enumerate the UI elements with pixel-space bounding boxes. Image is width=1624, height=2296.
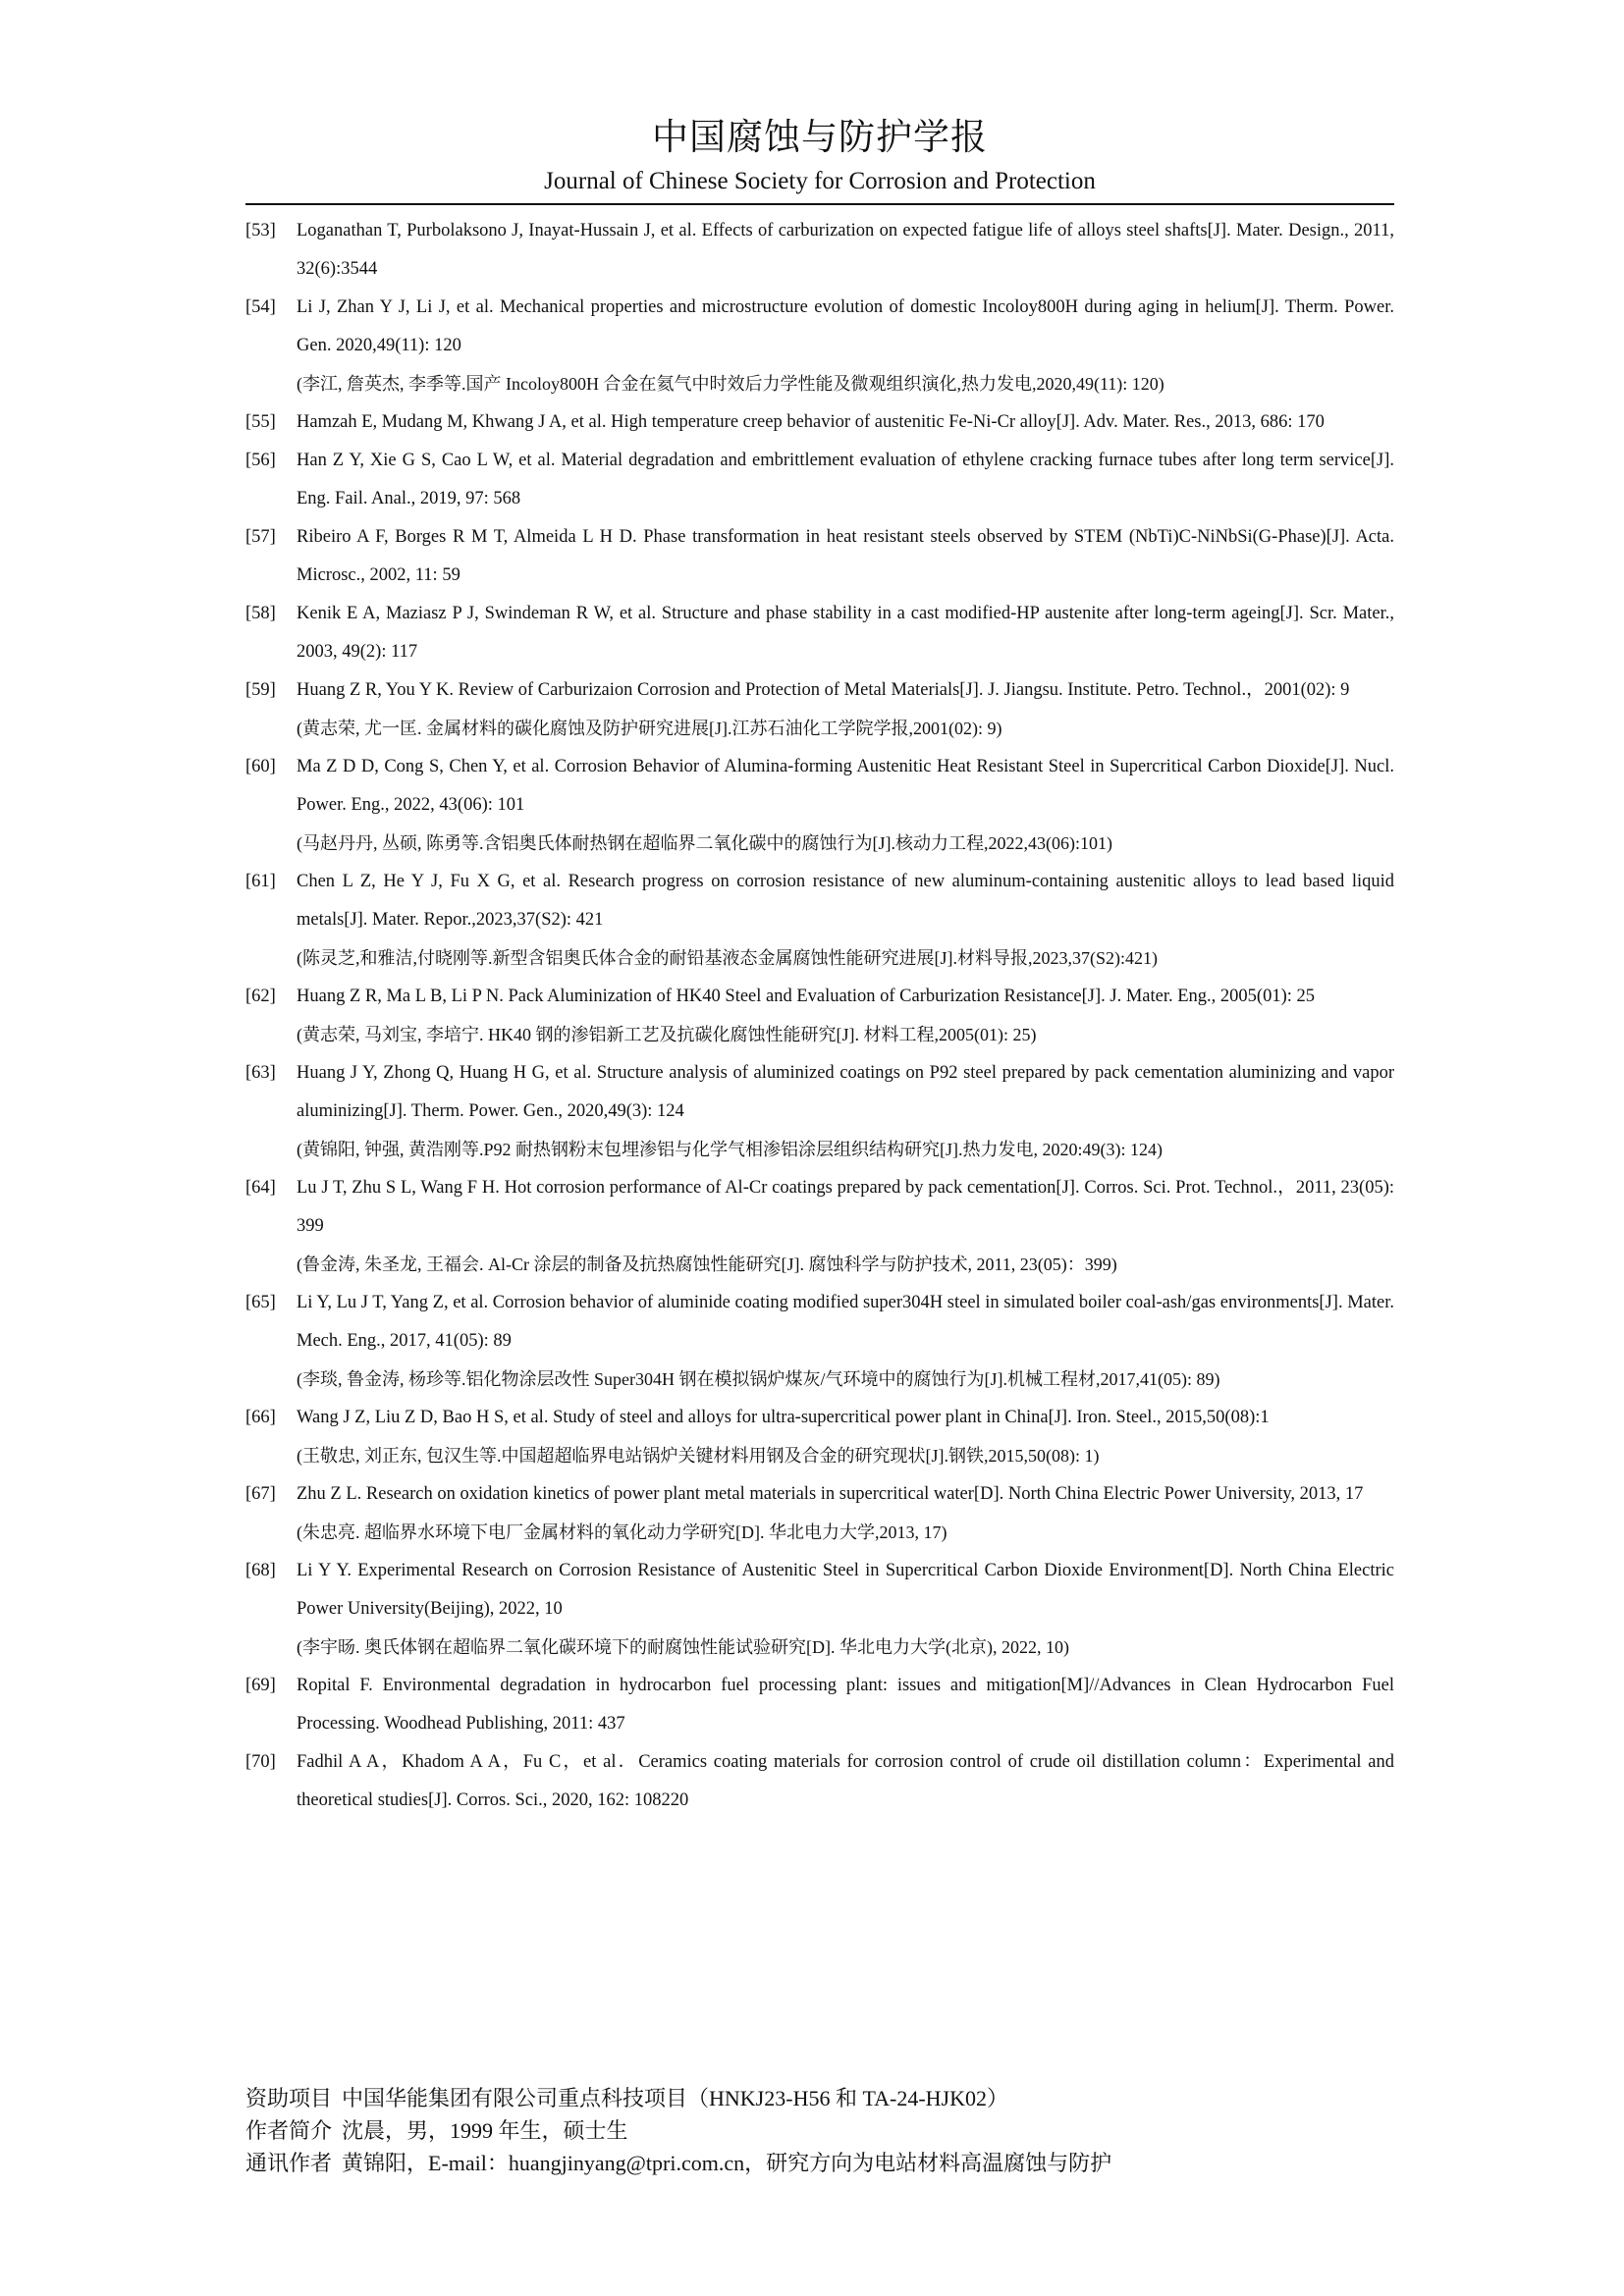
reference-citation-chinese: (李宇旸. 奥氏体钢在超临界二氧化碳环境下的耐腐蚀性能试验研究[D]. 华北电力大学(北京), 2022, 10): [297, 1637, 1069, 1657]
reference-number: [68]: [245, 1561, 276, 1580]
funding-line: [245, 2082, 1394, 2114]
author-label: 作者简介: [245, 2118, 333, 2143]
reference-number: [60]: [245, 757, 276, 776]
reference-body: [297, 1552, 1394, 1667]
reference-item: [245, 1169, 1394, 1284]
reference-citation: Zhu Z L. Research on oxidation kinetics of power plant metal materials in supercritical water[D]. North China Electric Power University, 2013, 17: [297, 1484, 1364, 1504]
reference-item: [245, 442, 1394, 518]
corresponding-label: 通讯作者: [245, 2151, 333, 2175]
reference-item: [245, 1552, 1394, 1667]
reference-item: [245, 1667, 1394, 1743]
reference-number: [56]: [245, 451, 276, 470]
reference-item: [245, 212, 1394, 289]
reference-body: [297, 1399, 1394, 1475]
reference-item: [245, 978, 1394, 1054]
reference-citation: Chen L Z, He Y J, Fu X G, et al. Research progress on corrosion resistance of new aluminum-containing austenitic alloys to lead based liquid metals[J]. Mater. Repor.,2023,37(S2): 421: [297, 872, 1394, 930]
reference-citation: Kenik E A, Maziasz P J, Swindeman R W, et al. Structure and phase stability in a cast modified-HP austenite after long-term ageing[J]. Scr. Mater., 2003, 49(2): 117: [297, 604, 1394, 662]
reference-citation-chinese: (朱忠亮. 超临界水环境下电厂金属材料的氧化动力学研究[D]. 华北电力大学,2013, 17): [297, 1522, 947, 1542]
reference-citation: Loganathan T, Purbolaksono J, Inayat-Hussain J, et al. Effects of carburization on expected fatigue life of alloys steel shafts[J]. Mater. Design., 2011, 32(6):3544: [297, 221, 1394, 279]
reference-citation: Fadhil A A，Khadom A A，Fu C，et al．Ceramics coating materials for corrosion control of crude oil distillation column：Experimental and theoretical studies[J]. Corros. Sci., 2020, 162: 108220: [297, 1752, 1394, 1810]
reference-number: [54]: [245, 297, 276, 317]
reference-body: [297, 978, 1394, 1054]
reference-number: [69]: [245, 1676, 276, 1695]
reference-item: [245, 1743, 1394, 1820]
reference-citation: Huang J Y, Zhong Q, Huang H G, et al. Structure analysis of aluminized coatings on P92 steel prepared by pack cementation aluminizing and vapor aluminizing[J]. Therm. Power. Gen., 2020,49(3): 124: [297, 1063, 1394, 1121]
reference-body: [297, 1284, 1394, 1399]
author-text: 沈晨，男，1999 年生，硕士生: [342, 2118, 628, 2143]
reference-citation: Li Y, Lu J T, Yang Z, et al. Corrosion behavior of aluminide coating modified super304H steel in simulated boiler coal-ash/gas environments[J]. Mater. Mech. Eng., 2017, 41(05): 89: [297, 1293, 1394, 1351]
corresponding-text: 黄锦阳，E-mail：huangjinyang@tpri.com.cn，研究方向为电站材料高温腐蚀与防护: [342, 2151, 1112, 2175]
reference-citation: Hamzah E, Mudang M, Khwang J A, et al. High temperature creep behavior of austenitic Fe-Ni-Cr alloy[J]. Adv. Mater. Res., 2013, 686: 170: [297, 412, 1325, 432]
reference-citation-chinese: (王敬忠, 刘正东, 包汉生等.中国超超临界电站锅炉关键材料用钢及合金的研究现状[J].钢铁,2015,50(08): 1): [297, 1446, 1100, 1466]
reference-item: [245, 1054, 1394, 1169]
reference-number: [62]: [245, 987, 276, 1006]
reference-citation-chinese: (鲁金涛, 朱圣龙, 王福会. Al-Cr 涂层的制备及抗热腐蚀性能研究[J]. 腐蚀科学与防护技术, 2011, 23(05)：399): [297, 1255, 1117, 1274]
reference-citation: Li Y Y. Experimental Research on Corrosion Resistance of Austenitic Steel in Supercritical Carbon Dioxide Environment[D]. North China Electric Power University(Beijing), 2022, 10: [297, 1561, 1394, 1619]
reference-citation: Li J, Zhan Y J, Li J, et al. Mechanical properties and microstructure evolution of domestic Incoloy800H during aging in helium[J]. Therm. Power. Gen. 2020,49(11): 120: [297, 297, 1394, 355]
author-line: [245, 2114, 1394, 2147]
reference-citation-chinese: (李琰, 鲁金涛, 杨珍等.铝化物涂层改性 Super304H 钢在模拟锅炉煤灰/气环境中的腐蚀行为[J].机械工程材,2017,41(05): 89): [297, 1369, 1220, 1389]
reference-item: [245, 1475, 1394, 1552]
reference-citation-chinese: (黄锦阳, 钟强, 黄浩刚等.P92 耐热钢粉末包埋渗铝与化学气相渗铝涂层组织结构研究[J].热力发电, 2020:49(3): 124): [297, 1140, 1163, 1159]
reference-body: [297, 595, 1394, 671]
header-divider: [245, 203, 1394, 205]
reference-body: [297, 748, 1394, 863]
reference-body: [297, 1743, 1394, 1820]
reference-body: [297, 212, 1394, 289]
reference-number: [57]: [245, 527, 276, 547]
journal-title-cn: 中国腐蚀与防护学报: [652, 118, 988, 158]
footnote-block: [245, 2082, 1394, 2179]
reference-body: [297, 442, 1394, 518]
reference-number: [70]: [245, 1752, 276, 1772]
reference-citation: Huang Z R, Ma L B, Li P N. Pack Aluminization of HK40 Steel and Evaluation of Carburization Resistance[J]. J. Mater. Eng., 2005(01): 25: [297, 987, 1316, 1006]
reference-number: [53]: [245, 221, 276, 240]
page-header: [245, 116, 1394, 198]
reference-body: [297, 671, 1394, 748]
reference-citation: Huang Z R, You Y K. Review of Carburizaion Corrosion and Protection of Metal Materials[J]. J. Jiangsu. Institute. Petro. Technol.，2001(02): 9: [297, 680, 1350, 700]
reference-item: [245, 863, 1394, 978]
reference-citation: Ropital F. Environmental degradation in hydrocarbon fuel processing plant: issues and mitigation[M]//Advances in Clean Hydrocarbon Fuel Processing. Woodhead Publishing, 2011: 437: [297, 1676, 1394, 1734]
reference-citation-chinese: (黄志荣, 尤一匡. 金属材料的碳化腐蚀及防护研究进展[J].江苏石油化工学院学报,2001(02): 9): [297, 719, 1002, 738]
reference-body: [297, 1169, 1394, 1284]
reference-citation-chinese: (李江, 詹英杰, 李季等.国产 Incoloy800H 合金在氦气中时效后力学性能及微观组织演化,热力发电,2020,49(11): 120): [297, 374, 1164, 394]
reference-item: [245, 1399, 1394, 1475]
reference-item: [245, 403, 1394, 442]
reference-number: [66]: [245, 1408, 276, 1427]
reference-citation-chinese: (陈灵芝,和雅洁,付晓刚等.新型含铝奥氏体合金的耐铅基液态金属腐蚀性能研究进展[J].材料导报,2023,37(S2):421): [297, 948, 1158, 968]
corresponding-author-line: [245, 2147, 1394, 2179]
reference-number: [55]: [245, 412, 276, 432]
reference-item: [245, 1284, 1394, 1399]
reference-body: [297, 289, 1394, 403]
reference-body: [297, 403, 1394, 442]
reference-number: [67]: [245, 1484, 276, 1504]
reference-number: [58]: [245, 604, 276, 623]
reference-body: [297, 1054, 1394, 1169]
reference-item: [245, 518, 1394, 595]
reference-citation-chinese: (马赵丹丹, 丛硕, 陈勇等.含铝奥氏体耐热钢在超临界二氧化碳中的腐蚀行为[J].核动力工程,2022,43(06):101): [297, 833, 1112, 853]
reference-citation: Ribeiro A F, Borges R M T, Almeida L H D. Phase transformation in heat resistant steels observed by STEM (NbTi)C-NiNbSi(G-Phase)[J]. Acta. Microsc., 2002, 11: 59: [297, 527, 1394, 585]
reference-citation: Lu J T, Zhu S L, Wang F H. Hot corrosion performance of Al-Cr coatings prepared by pack cementation[J]. Corros. Sci. Prot. Technol.，2011, 23(05): 399: [297, 1178, 1394, 1236]
reference-body: [297, 863, 1394, 978]
reference-citation: Ma Z D D, Cong S, Chen Y, et al. Corrosion Behavior of Alumina-forming Austenitic Heat Resistant Steel in Supercritical Carbon Dioxide[J]. Nucl. Power. Eng., 2022, 43(06): 101: [297, 757, 1394, 815]
reference-body: [297, 1667, 1394, 1743]
funding-text: 中国华能集团有限公司重点科技项目（HNKJ23-H56 和 TA-24-HJK02）: [342, 2086, 1009, 2110]
reference-number: [59]: [245, 680, 276, 700]
reference-citation: Han Z Y, Xie G S, Cao L W, et al. Material degradation and embrittlement evaluation of ethylene cracking furnace tubes after long term service[J]. Eng. Fail. Anal., 2019, 97: 568: [297, 451, 1394, 508]
reference-number: [64]: [245, 1178, 276, 1198]
reference-citation-chinese: (黄志荣, 马刘宝, 李培宁. HK40 钢的渗铝新工艺及抗碳化腐蚀性能研究[J]. 材料工程,2005(01): 25): [297, 1025, 1037, 1044]
reference-number: [65]: [245, 1293, 276, 1312]
reference-item: [245, 595, 1394, 671]
reference-item: [245, 748, 1394, 863]
reference-citation: Wang J Z, Liu Z D, Bao H S, et al. Study of steel and alloys for ultra-supercritical power plant in China[J]. Iron. Steel., 2015,50(08):1: [297, 1408, 1270, 1427]
reference-item: [245, 289, 1394, 403]
reference-body: [297, 518, 1394, 595]
reference-number: [63]: [245, 1063, 276, 1083]
reference-item: [245, 671, 1394, 748]
reference-list: [245, 212, 1394, 1820]
reference-number: [61]: [245, 872, 276, 891]
reference-body: [297, 1475, 1394, 1552]
journal-title-en: Journal of Chinese Society for Corrosion and Protection: [544, 168, 1096, 194]
funding-label: 资助项目: [245, 2086, 333, 2110]
